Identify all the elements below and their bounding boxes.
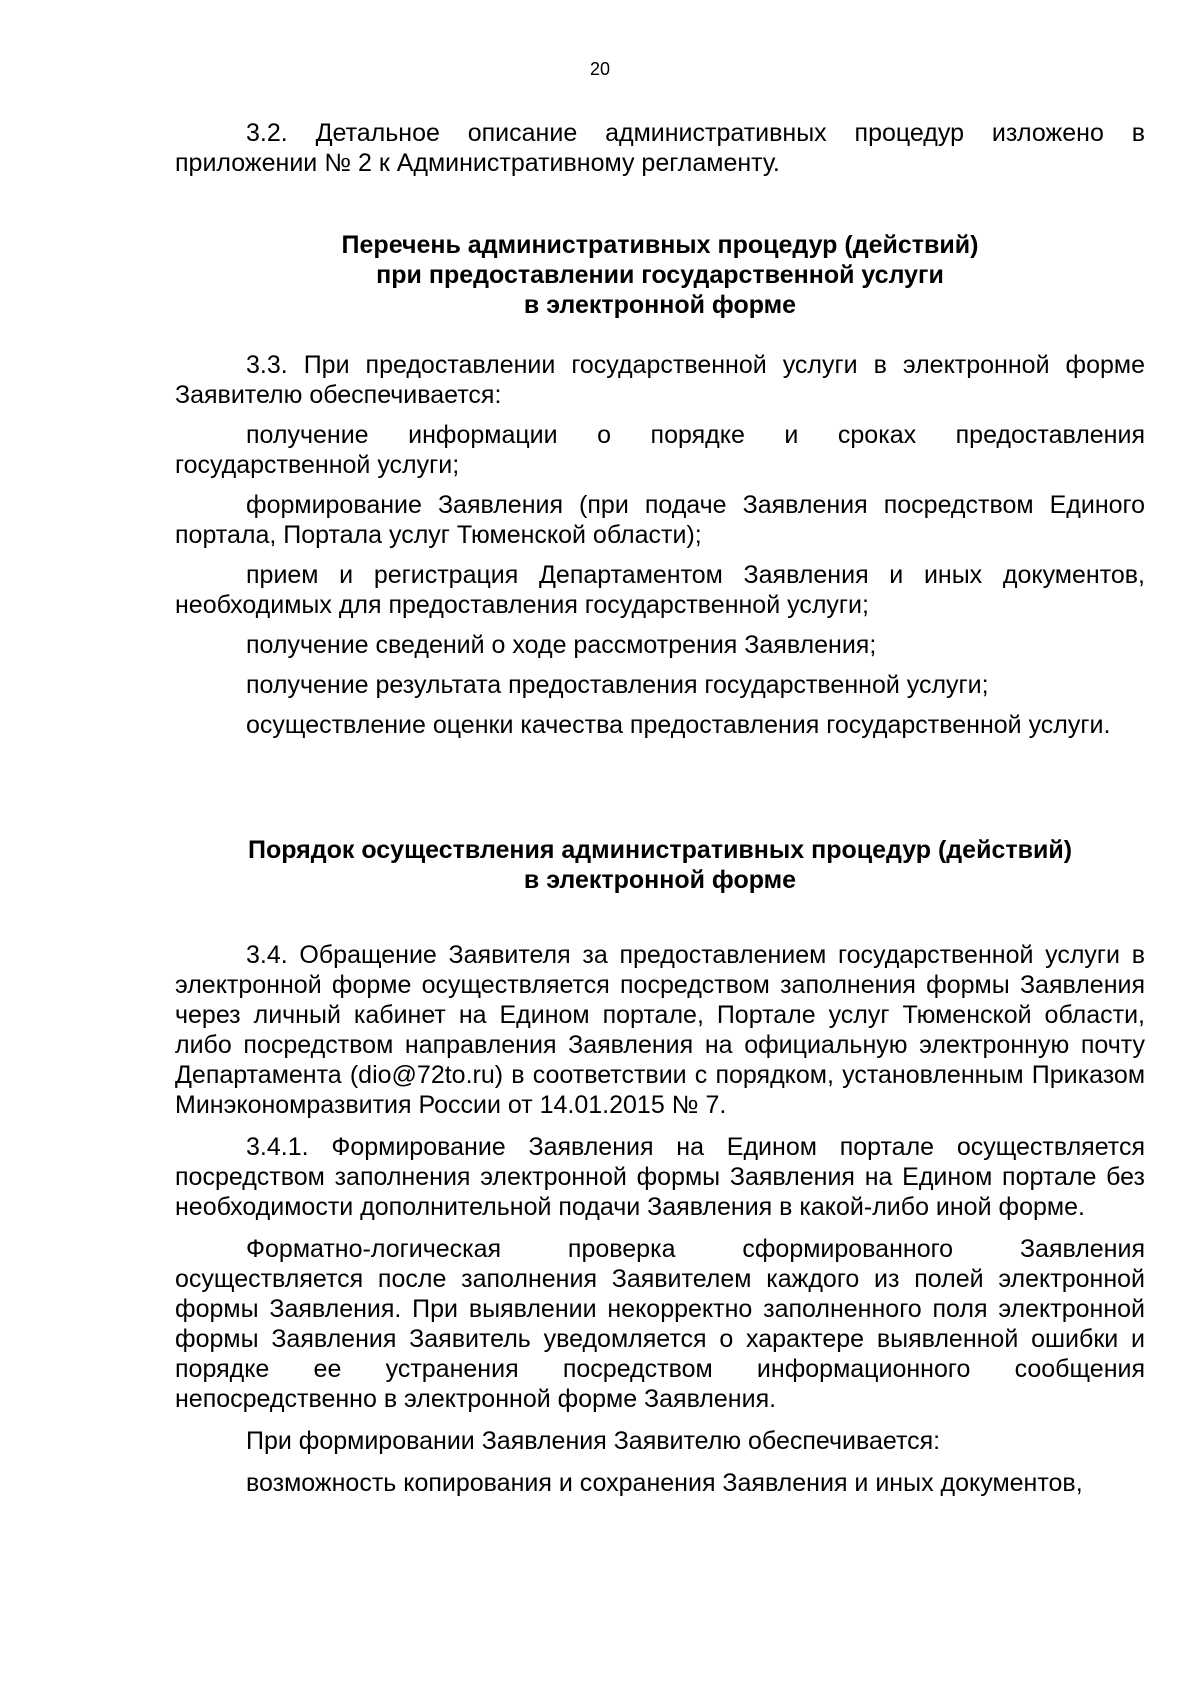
paragraph-3-4-1: 3.4.1. Формирование Заявления на Едином портале осуществляется посредством заполнения электронной формы Заявления на Едином портале без необходимости дополнительной подачи Заявления в какой-либо иной форме. bbox=[175, 1133, 1145, 1221]
section-3-3 bbox=[175, 350, 1145, 740]
list-item: получение результата предоставления государственной услуги; bbox=[246, 671, 989, 699]
paragraph-3-2: 3.2. Детальное описание административных процедур изложено в приложении № 2 к Административному регламенту. bbox=[175, 119, 1145, 177]
paragraph-3-4: 3.4. Обращение Заявителя за предоставлением государственной услуги в электронной форме осуществляется посредством заполнения формы Заявления через личный кабинет на Едином портале, Портале услуг Тюменской области, либо посредством направления Заявления на официальную электронную почту Департамента (dio@72to.ru) в соответствии с порядком, установленным Приказом Минэкономразвития России от 14.01.2015 № 7. bbox=[175, 941, 1145, 1119]
heading-procedures-list bbox=[175, 230, 1145, 320]
heading-procedures-order bbox=[175, 835, 1145, 895]
paragraph-copying: возможность копирования и сохранения Заявления и иных документов, bbox=[246, 1469, 1083, 1497]
list-item: формирование Заявления (при подаче Заявления посредством Единого портала, Портала услуг Тюменской области); bbox=[175, 491, 1145, 549]
heading-line: Перечень административных процедур (действий) bbox=[341, 231, 979, 259]
list-item: получение сведений о ходе рассмотрения Заявления; bbox=[246, 631, 877, 659]
section-3-2 bbox=[175, 118, 1145, 178]
section-3-4 bbox=[175, 940, 1145, 1498]
heading-line: в электронной форме bbox=[523, 291, 797, 319]
paragraph-3-3: 3.3. При предоставлении государственной услуги в электронной форме Заявителю обеспечивается: bbox=[175, 351, 1145, 409]
paragraph-forming: При формировании Заявления Заявителю обеспечивается: bbox=[246, 1427, 941, 1455]
list-item: осуществление оценки качества предоставления государственной услуги. bbox=[246, 711, 1111, 739]
list-item: получение информации о порядке и сроках предоставления государственной услуги; bbox=[175, 421, 1145, 479]
heading-line: в электронной форме bbox=[523, 866, 797, 894]
heading-line: при предоставлении государственной услуги bbox=[376, 261, 944, 289]
paragraph-format-check: Форматно-логическая проверка сформированного Заявления осуществляется после заполнения Заявителем каждого из полей электронной формы Заявления. При выявлении некорректно заполненного поля электронной формы Заявления Заявитель уведомляется о характере выявленной ошибки и порядке ее устранения посредством информационного сообщения непосредственно в электронной форме Заявления. bbox=[175, 1235, 1145, 1413]
list-item: прием и регистрация Департаментом Заявления и иных документов, необходимых для предоставления государственной услуги; bbox=[175, 561, 1145, 619]
heading-line: Порядок осуществления административных процедур (действий) bbox=[247, 836, 1073, 864]
page-number: 20 bbox=[589, 59, 611, 79]
